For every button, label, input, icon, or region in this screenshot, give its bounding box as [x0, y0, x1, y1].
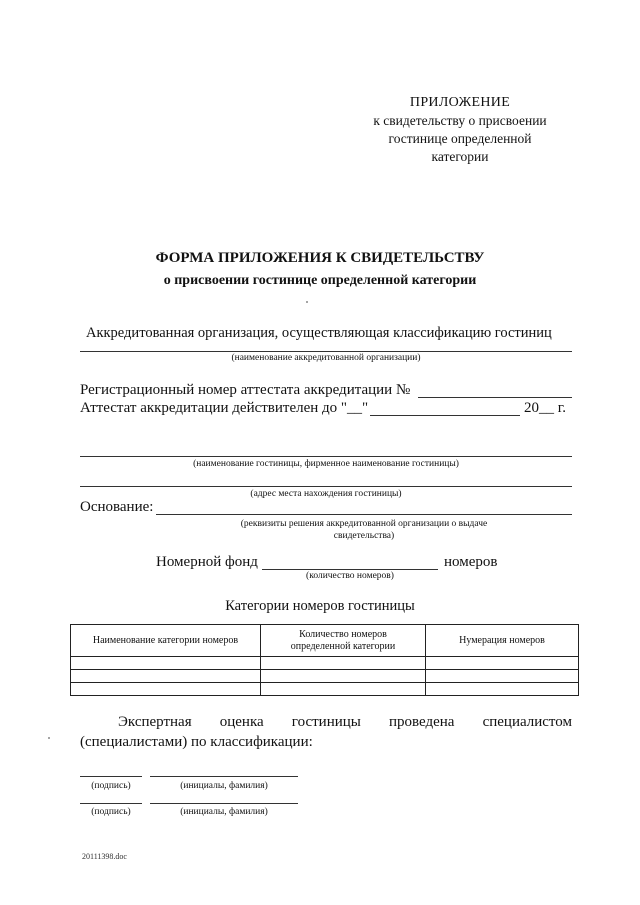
- name-field[interactable]: [150, 776, 298, 777]
- room-fund-field[interactable]: [262, 569, 438, 570]
- signature-field[interactable]: [80, 776, 142, 777]
- expert-word: Экспертная: [118, 714, 192, 730]
- address-caption: (адрес места нахождения гостиницы): [250, 489, 402, 499]
- speck: [306, 301, 308, 303]
- hotel-name-caption: (наименование гостиницы, фирменное наименование гостиницы): [193, 459, 459, 469]
- table-cell[interactable]: [426, 683, 579, 696]
- expert-line-2: (специалистами) по классификации:: [80, 734, 313, 750]
- table-cell[interactable]: [426, 670, 579, 683]
- accredited-org-field-line[interactable]: [80, 351, 572, 352]
- basis-caption-line: свидетельства): [333, 531, 395, 541]
- expert-line-1: [118, 714, 572, 731]
- form-subtitle: о присвоении гостинице определенной категории: [163, 273, 477, 288]
- name-field[interactable]: [150, 803, 298, 804]
- table-row: [71, 657, 579, 670]
- table-row: [71, 683, 579, 696]
- speck: [48, 737, 50, 739]
- expert-word: специалистом: [482, 714, 572, 730]
- table-cell[interactable]: [71, 683, 261, 696]
- table-cell[interactable]: [426, 657, 579, 670]
- expert-word: оценка: [219, 714, 264, 730]
- name-caption: (инициалы, фамилия): [180, 807, 268, 817]
- registration-number-field[interactable]: [418, 397, 572, 398]
- valid-until-label: Аттестат аккредитации действителен до "__": [80, 400, 369, 416]
- table-header-cell: Количество номеров определенной категории: [261, 625, 426, 657]
- appendix-line: гостинице определенной: [388, 131, 532, 146]
- room-fund-caption: (количество номеров): [306, 571, 394, 581]
- registration-label: Регистрационный номер аттестата аккредитации №: [80, 382, 411, 398]
- categories-heading: Категории номеров гостиницы: [225, 598, 415, 614]
- table-cell[interactable]: [261, 657, 426, 670]
- appendix-line: к свидетельству о присвоении: [373, 113, 547, 128]
- address-field-line[interactable]: [80, 486, 572, 487]
- table-cell[interactable]: [71, 670, 261, 683]
- file-name-footer: 20111398.doc: [82, 852, 127, 861]
- signature-caption: (подпись): [91, 807, 131, 817]
- table-header-cell: Нумерация номеров: [426, 625, 579, 657]
- table-row: [71, 670, 579, 683]
- valid-until-month-field[interactable]: [370, 415, 520, 416]
- basis-label: Основание:: [80, 499, 154, 515]
- table-cell[interactable]: [261, 683, 426, 696]
- signature-caption: (подпись): [91, 781, 131, 791]
- basis-field-line[interactable]: [156, 514, 572, 515]
- expert-word: гостиницы: [291, 714, 361, 730]
- form-title: ФОРМА ПРИЛОЖЕНИЯ К СВИДЕТЕЛЬСТВУ: [155, 250, 485, 266]
- table-header-cell: Наименование категории номеров: [71, 625, 261, 657]
- table-header-row: [71, 625, 579, 657]
- table-cell[interactable]: [71, 657, 261, 670]
- signature-field[interactable]: [80, 803, 142, 804]
- basis-caption: [156, 518, 572, 542]
- valid-until-year: 20__ г.: [524, 400, 566, 416]
- accredited-org-caption: (наименование аккредитованной организации): [231, 353, 421, 363]
- appendix-block: [360, 94, 560, 166]
- accredited-org-label: Аккредитованная организация, осуществляющая классификацию гостиниц: [86, 325, 552, 341]
- expert-word: проведена: [388, 714, 455, 730]
- room-fund-label: Номерной фонд: [156, 554, 258, 570]
- appendix-title: ПРИЛОЖЕНИЕ: [409, 95, 511, 110]
- table-cell[interactable]: [261, 670, 426, 683]
- room-fund-suffix: номеров: [444, 554, 498, 570]
- name-caption: (инициалы, фамилия): [180, 781, 268, 791]
- hotel-name-field-line[interactable]: [80, 456, 572, 457]
- appendix-line: категории: [431, 149, 489, 164]
- room-categories-table: [70, 624, 579, 696]
- basis-caption-line: (реквизиты решения аккредитованной организации о выдаче: [240, 519, 488, 529]
